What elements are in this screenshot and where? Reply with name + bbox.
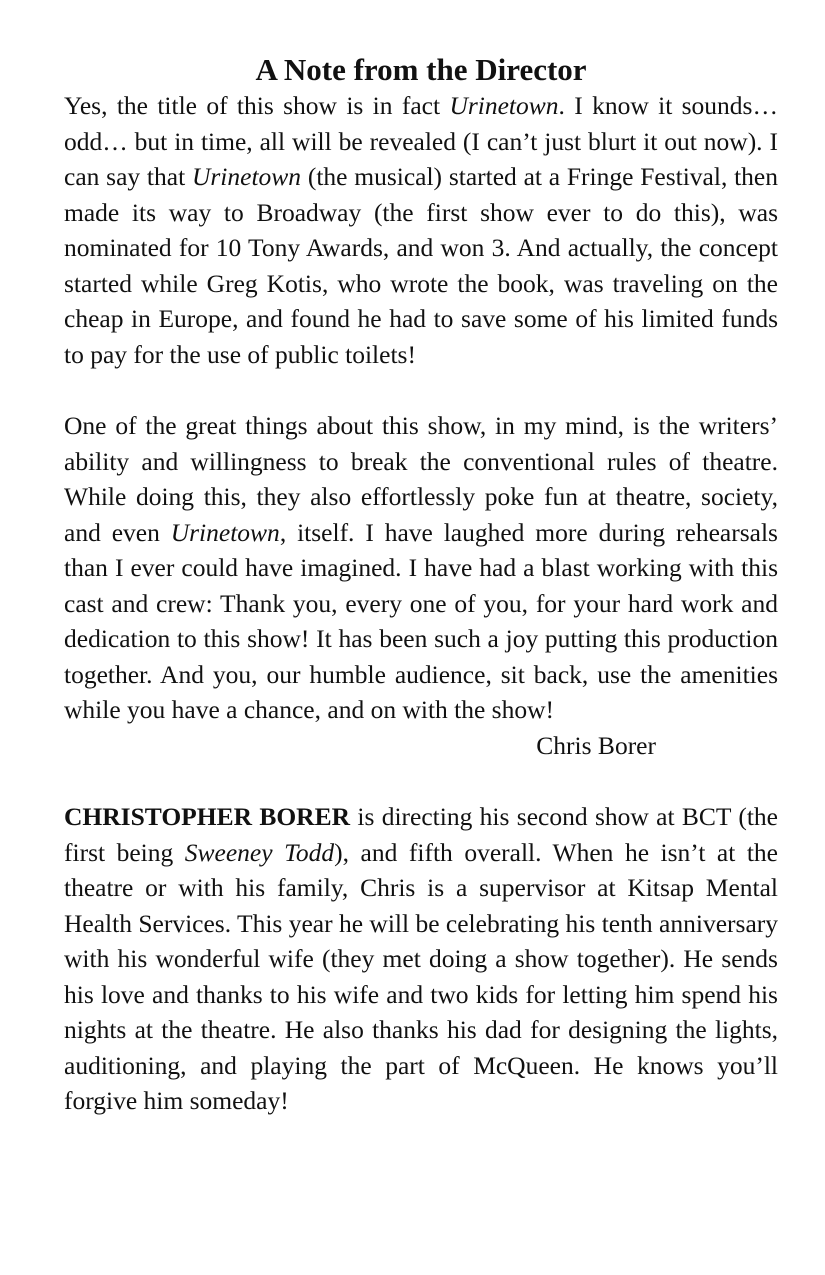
director-note-paragraph-1	[64, 88, 778, 372]
paragraph-spacer	[64, 372, 778, 408]
text-run: is directing his second show at BCT (the first being	[64, 802, 778, 867]
text-run: (the musical) started at a Fringe Festival, then made its way to Broadway (the first show ever to do this), was nominated for 10 Tony Awards, and won 3. And actually, the concept started while Greg Kotis, who wrote the book, was traveling on the cheap in Europe, and found he had to save some of his limited funds to pay for the use of public toilets!	[64, 162, 778, 369]
show-title: Urinetown	[449, 91, 559, 120]
director-name: CHRISTOPHER BORER	[64, 802, 351, 831]
signature: Chris Borer	[536, 730, 656, 760]
program-page	[64, 52, 778, 1119]
show-title: Sweeney Todd	[184, 837, 335, 867]
text-run: Yes, the title of this show is in fact	[64, 91, 450, 120]
paragraph-spacer	[64, 763, 778, 799]
show-title: Urinetown	[191, 162, 302, 191]
text-run: One of the great things about this show, in my mind, is the writers’ ability and willingness to break the conventional rules of theatre. While doing this, they also effortlessly poke fun at theatre, society, and even	[64, 411, 778, 547]
text-run: . I know it sounds… odd… but in time, all will be revealed (I can’t just blurt it out now). I can say that	[64, 91, 778, 191]
page-title: A Note from the Director	[255, 52, 587, 87]
text-run: , itself. I have laughed more during rehearsals than I ever could have imagined. I have had a blast working with this cast and crew: Thank you, every one of you, for your hard work and dedication to this show! It has been such a joy putting this production together. And you, our humble audience, sit back, use the amenities while you have a chance, and on with the show!	[64, 517, 778, 724]
director-note-paragraph-2	[64, 408, 778, 728]
director-bio-paragraph	[64, 799, 778, 1119]
show-title: Urinetown	[170, 517, 280, 547]
text-run: ), and fifth overall. When he isn’t at the theatre or with his family, Chris is a supervisor at Kitsap Mental Health Services. This year he will be celebrating his tenth anniversary with his wonderful wife (they met doing a show together). He sends his love and thanks to his wife and two kids for letting him spend his nights at the theatre. He also thanks his dad for designing the lights, auditioning, and playing the part of McQueen. He knows you’ll forgive him someday!	[64, 837, 779, 1115]
